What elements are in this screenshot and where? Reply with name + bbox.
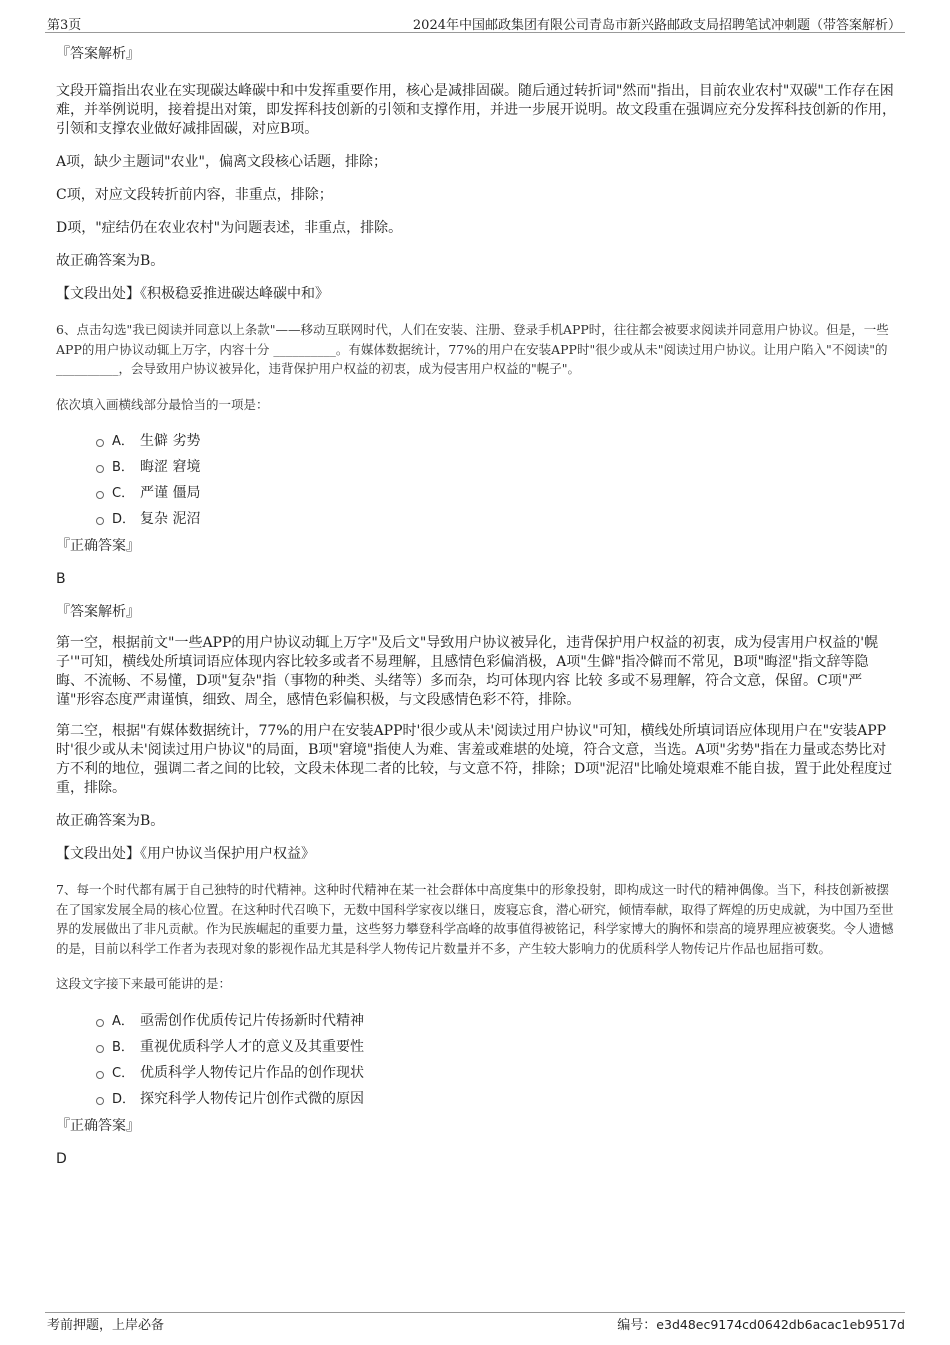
page-footer — [45, 1312, 905, 1333]
radio-icon[interactable] — [96, 1097, 104, 1105]
page-header — [45, 14, 905, 33]
radio-icon[interactable] — [96, 1019, 104, 1027]
q6-option-a[interactable]: A． 生僻 劣势 — [96, 428, 896, 454]
q6-stem: 6、点击勾选"我已阅读并同意以上条款"——移动互联网时代，人们在安装、注册、登录手机APP时，往往都会被要求阅读并同意用户协议。但是，一些APP的用户协议动辄上万字，内容十分 __________。有媒体数据统计，77%的用户在安装APP时"很少或从未"阅读过用户协议。让用户陷入"不阅读"的 __________，会导致用户协议被异化，违背保护用户权益的初衷，成为侵害用户权益的"幌子"。 — [56, 322, 889, 376]
q7-correct-label: 『正确答案』 — [56, 1117, 140, 1134]
q7-option-c[interactable]: C． 优质科学人物传记片作品的创作现状 — [96, 1060, 896, 1086]
q7-option-b[interactable]: B． 重视优质科学人才的意义及其重要性 — [96, 1034, 896, 1060]
document-body — [56, 44, 896, 1182]
q5-analysis-text: 文段开篇指出农业在实现碳达峰碳中和中发挥重要作用，核心是减排固碳。随后通过转折词"然而"指出，目前农业农村"双碳"工作存在困难，并举例说明，接着提出对策，即发挥科技创新的引领和支撑作用，并进一步展开说明。故文段重在强调应充分发挥科技创新的作用，引领和支撑农业做好减排固碳，对应B项。 — [56, 83, 896, 137]
q6-source: 【文段出处】《用户协议当保护用户权益》 — [56, 846, 315, 862]
radio-icon[interactable] — [96, 491, 104, 499]
q6-correct-answer: B — [56, 571, 66, 587]
q6-analysis-p1: 第一空，根据前文"一些APP的用户协议动辄上万字"及后文"导致用户协议被异化，违背保护用户权益的初衷，成为侵害用户权益的'幌子'"可知，横线处所填词语应体现内容比较多或者不易理解，且感情色彩偏消极，A项"生僻"指冷僻而不常见，B项"晦涩"指文辞等隐晦、不流畅、不易懂，D项"复杂"指（事物的种类、头绪等）多而杂，均可体现内容 比较 多或不易理解，符合文意，保留。C项"严谨"形容态度严肃谨慎，细致、周全，感情色彩偏积极，与文段感情色彩不符，排除。 — [56, 635, 879, 708]
q6-option-d[interactable]: D． 复杂 泥沼 — [96, 506, 896, 532]
q6-conclusion: 故正确答案为B。 — [56, 813, 165, 829]
footer-code-value: e3d48ec9174cd0642db6acac1eb9517d — [656, 1317, 905, 1332]
q6-option-c[interactable]: C． 严谨 僵局 — [96, 480, 896, 506]
radio-icon[interactable] — [96, 517, 104, 525]
q7-correct-answer: D — [56, 1150, 67, 1167]
q5-source: 【文段出处】《积极稳妥推进碳达峰碳中和》 — [56, 286, 329, 302]
footer-slogan: 考前押题，上岸必备 — [47, 1318, 165, 1333]
q6-options — [56, 428, 896, 532]
q5-analysis-label: 『答案解析』 — [56, 46, 140, 62]
q5-option-d-note: D项，"症结仍在农业农村"为问题表述，非重点，排除。 — [56, 220, 403, 236]
q6-prompt: 依次填入画横线部分最恰当的一项是： — [56, 396, 269, 412]
q7-option-d[interactable]: D． 探究科学人物传记片创作式微的原因 — [96, 1086, 896, 1112]
footer-code-label: 编号： — [617, 1318, 657, 1333]
q6-correct-label: 『正确答案』 — [56, 538, 140, 554]
q6-analysis-label: 『答案解析』 — [56, 604, 140, 620]
q5-option-a-note: A项，缺少主题词"农业"，偏离文段核心话题，排除； — [56, 154, 387, 170]
document-title: 2024年中国邮政集团有限公司青岛市新兴路邮政支局招聘笔试冲刺题（带答案解析） — [412, 18, 901, 33]
footer-code — [617, 1314, 905, 1333]
radio-icon[interactable] — [96, 465, 104, 473]
page-number: 第3页 — [47, 18, 82, 33]
q7-stem: 7、每一个时代都有属于自己独特的时代精神。这种时代精神在某一社会群体中高度集中的形象投射，即构成这一时代的精神偶像。当下，科技创新被摆在了国家发展全局的核心位置。在这种时代召唤下，无数中国科学家夜以继日，废寝忘食，潜心研究，倾情奉献，取得了辉煌的历史成就，为中国乃至世界的发展做出了非凡贡献。作为民族崛起的重要力量，这些努力攀登科学高峰的故事值得被铭记，科学家博大的胸怀和崇高的境界理应被褒奖。令人遗憾的是，目前以科学工作者为表现对象的影视作品尤其是科学人物传记片数量并不多，产生较大影响力的优质科学人物传记片作品也屈指可数。 — [56, 882, 894, 956]
radio-icon[interactable] — [96, 439, 104, 447]
q6-analysis-p2: 第二空，根据"有媒体数据统计，77%的用户在安装APP时'很少或从未'阅读过用户协议"可知，横线处所填词语应体现用户在"安装APP时'很少或从未'阅读过用户协议"的局面，B项"窘境"指使人为难、害羞或难堪的处境，符合文意，当选。A项"劣势"指在力量或态势比对方不利的地位，强调二者之间的比较，文段未体现二者的比较，与文意不符，排除；D项"泥沼"比喻处境艰难不能自拔，置于此处程度过重，排除。 — [56, 723, 893, 796]
radio-icon[interactable] — [96, 1071, 104, 1079]
q7-prompt: 这段文字接下来最可能讲的是： — [56, 976, 232, 991]
q5-conclusion: 故正确答案为B。 — [56, 253, 165, 269]
q6-option-b[interactable]: B． 晦涩 窘境 — [96, 454, 896, 480]
q7-options — [56, 1008, 896, 1112]
q7-option-a[interactable]: A． 亟需创作优质传记片传扬新时代精神 — [96, 1008, 896, 1034]
radio-icon[interactable] — [96, 1045, 104, 1053]
q5-option-c-note: C项，对应文段转折前内容，非重点，排除； — [56, 187, 333, 203]
